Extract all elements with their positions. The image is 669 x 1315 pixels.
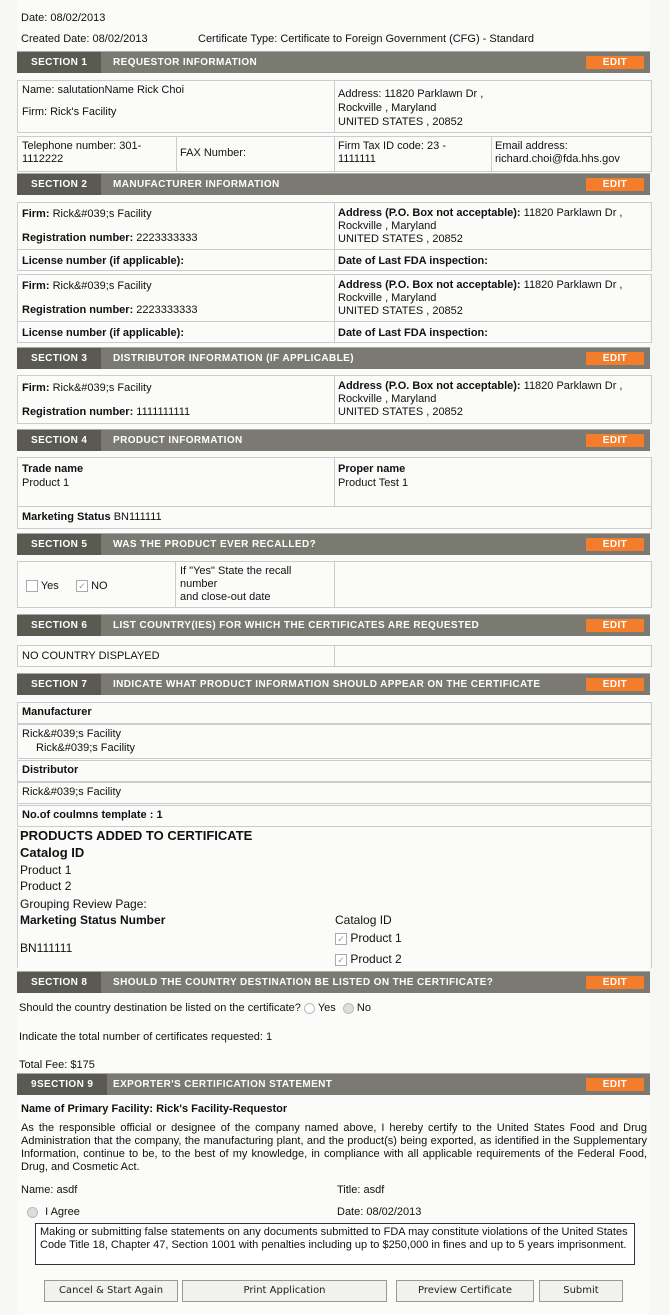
total-certificates: Indicate the total number of certificates requested: 1 [19,1031,273,1043]
distributor-address [338,380,623,419]
trade-name [22,462,83,490]
section-7-header [17,673,650,695]
label: Marketing Status [22,511,111,523]
cancel-start-again-button[interactable]: Cancel & Start Again [44,1280,178,1302]
section-2-edit-button[interactable]: EDIT [586,178,644,191]
value: Product 1 [22,477,70,489]
label: Registration number: [22,406,134,418]
option-label: No [356,1002,371,1014]
manufacturer-inspection: Date of Last FDA inspection: [338,327,488,339]
country-value: NO COUNTRY DISPLAYED [22,650,160,662]
recall-line: If "Yes" State the recall [180,565,292,577]
value: 11820 Parklawn Dr , [523,380,623,392]
tax-line: 1111111 [338,153,376,165]
catalog-id-heading: Catalog ID [20,845,85,860]
telephone-line: Telephone number: 301- [22,140,142,152]
section-1-edit-button[interactable]: EDIT [586,56,644,69]
proper-name [338,462,408,490]
distributor-label-row [17,760,652,782]
country-destination-question [19,1002,371,1014]
manufacturer-label-row [17,702,652,724]
signer-title: Title: asdf [337,1184,385,1196]
telephone-line: 1112222 [22,153,64,165]
certification-statement: As the responsible official or designee of the company named above, I hereby certify to the United States Food and Drug Administration that the company, the manufacturing plant, and the product(s) being exported, as identified in the Supplementary Information, continue to be, to the best of my knowledge, in compliance with all applicable requirements of the Federal Food, Drug, and Cosmetic Act. [21,1122,647,1173]
option-label: NO [91,580,108,592]
value: BN111111 [113,511,162,523]
address-line: UNITED STATES , 20852 [338,305,463,317]
manufacturer-address [338,279,623,318]
value: 2223333333 [136,304,198,316]
submit-button[interactable]: Submit [539,1280,623,1302]
value: Rick&#039;s Facility [52,280,152,292]
preview-certificate-button[interactable]: Preview Certificate [396,1280,534,1302]
recall-line: and close-out date [180,591,271,603]
catalog-item[interactable] [335,951,402,967]
tax-line: Firm Tax ID code: 23 - [338,140,446,152]
recall-line: number [180,578,218,590]
products-added [17,828,652,968]
section-number: SECTION 4 [17,430,101,451]
certificate-review-page [17,0,650,1315]
section-title: MANUFACTURER INFORMATION [113,179,280,190]
section-3-edit-button[interactable]: EDIT [586,352,644,365]
label: Registration number: [22,232,134,244]
recall-yes-option[interactable] [26,580,59,592]
manufacturer-license: License number (if applicable): [22,255,184,267]
section-title: DISTRIBUTOR INFORMATION (IF APPLICABLE) [113,353,354,364]
address-line: UNITED STATES , 20852 [338,116,463,128]
product-info [17,457,652,529]
date-text: Date: 08/02/2013 [21,12,106,24]
checkmark-icon[interactable]: ✓ [76,580,88,592]
email-address [495,140,620,166]
option-label: Yes [317,1002,336,1014]
catalog-item-label: Product 2 [350,952,402,966]
grouping-review-label: Grouping Review Page: [20,897,147,911]
email-line: Email address: [495,140,568,152]
section-8-edit-button[interactable]: EDIT [586,976,644,989]
columns-template: No.of coulmns template : 1 [22,809,163,821]
label: Name of Primary Facility: [21,1103,154,1115]
value: 11820 Parklawn Dr , [523,207,623,219]
marketing-status-number-heading: Marketing Status Number [20,913,166,927]
catalog-id-column-heading: Catalog ID [335,913,392,927]
address-line: UNITED STATES , 20852 [338,233,463,245]
value: 11820 Parklawn Dr , [523,279,623,291]
label: Trade name [22,463,84,475]
value: Product Test 1 [338,477,409,489]
section-number: SECTION 3 [17,348,101,369]
marketing-status-number: BN111111 [20,941,73,955]
address-line: Rockville , Maryland [338,292,437,304]
manufacturer-entry [17,274,652,343]
section-number: SECTION 6 [17,615,101,636]
address-line: UNITED STATES , 20852 [338,406,463,418]
recall-no-option[interactable] [76,580,108,592]
section-4-edit-button[interactable]: EDIT [586,434,644,447]
columns-row [17,805,652,827]
print-application-button[interactable]: Print Application [182,1280,387,1302]
requestor-name: Name: salutationName Rick Choi [22,84,185,96]
email-line: richard.choi@fda.hhs.gov [495,153,620,165]
section-number: SECTION 7 [17,674,101,695]
section-2-header [17,173,650,195]
section-9-header [17,1073,650,1095]
agree-date: Date: 08/02/2013 [337,1206,422,1218]
requestor-address [338,87,483,129]
option-label: I Agree [45,1206,80,1218]
checkbox-icon[interactable] [26,580,38,592]
i-agree-option[interactable] [27,1206,80,1218]
section-number: SECTION 1 [17,52,101,73]
checkmark-icon[interactable]: ✓ [335,933,347,945]
manufacturer-entry [17,202,652,271]
manufacturer-license: License number (if applicable): [22,327,184,339]
false-statement-warning: Making or submitting false statements on any documents submitted to FDA may constitute violations of the United States Code Title 18, Chapter 47, Section 1001 with penalties including up to $250,000 in fines and up to 5 years imprisonment. [35,1223,635,1265]
distributor-info [17,375,652,424]
section-title: WAS THE PRODUCT EVER RECALLED? [113,539,317,550]
value: Rick's Facility-Requestor [156,1103,288,1115]
manufacturer-item: Rick&#039;s Facility [36,742,136,754]
section-5-header [17,533,650,555]
distributor-list [17,782,652,804]
manufacturer-label: Manufacturer [22,706,92,718]
value: 1111111111 [136,406,191,418]
distributor-registration [22,406,190,418]
requestor-contact [17,136,652,172]
section-number: SECTION 5 [17,534,101,555]
section-number: SECTION 2 [17,174,101,195]
section-number: SECTION 8 [17,972,101,993]
primary-facility [21,1103,287,1115]
signer-name: Name: asdf [21,1184,78,1196]
label: Firm: [22,382,50,394]
section-9-edit-button[interactable]: EDIT [586,1078,644,1091]
manufacturer-registration [22,304,197,316]
country-list [17,645,652,667]
manufacturer-registration [22,232,197,244]
total-fee: Total Fee: $175 [19,1059,95,1071]
catalog-item-label: Product 1 [350,931,402,945]
section-title: REQUESTOR INFORMATION [113,57,258,68]
product-item: Product 2 [20,879,72,893]
catalog-item[interactable] [335,930,402,946]
address-line: Rockville , Maryland [338,220,437,232]
requestor-firm: Firm: Rick's Facility [22,106,117,118]
section-8-header [17,971,650,993]
recall-info [17,561,652,608]
radio-yes-icon[interactable] [304,1003,315,1014]
radio-agree-icon[interactable] [27,1207,38,1218]
section-3-header [17,347,650,369]
section-number: 9SECTION 9 [17,1074,107,1095]
product-item: Product 1 [20,863,72,877]
section-5-edit-button[interactable]: EDIT [586,538,644,551]
checkmark-icon[interactable]: ✓ [335,954,347,966]
section-7-edit-button[interactable]: EDIT [586,678,644,691]
distributor-label: Distributor [22,764,79,776]
created-date-text: Created Date: 08/02/2013 [21,33,148,45]
value: Rick&#039;s Facility [52,382,152,394]
manufacturer-firm [22,280,152,292]
section-title: PRODUCT INFORMATION [113,435,243,446]
manufacturer-inspection: Date of Last FDA inspection: [338,255,488,267]
manufacturer-list [17,724,652,759]
requestor-info [17,80,652,133]
address-line: Address: 11820 Parklawn Dr , [338,88,484,100]
address-line: Rockville , Maryland [338,102,437,114]
firm-tax-id [338,140,446,166]
option-label: Yes [40,580,59,592]
label: Proper name [338,463,406,475]
section-1-header [17,51,650,73]
manufacturer-item: Rick&#039;s Facility [22,728,122,740]
manufacturer-firm [22,208,152,220]
radio-no-icon[interactable] [343,1003,354,1014]
section-title: SHOULD THE COUNTRY DESTINATION BE LISTED ON THE CERTIFICATE? [113,977,494,988]
fax-number: FAX Number: [180,147,247,159]
label: Firm: [22,208,50,220]
distributor-item: Rick&#039;s Facility [22,786,122,798]
label: Address (P.O. Box not acceptable): [338,279,521,291]
section-title: LIST COUNTRY(IES) FOR WHICH THE CERTIFICATES ARE REQUESTED [113,620,480,631]
section-4-header [17,429,650,451]
section-6-header [17,614,650,636]
question-text: Should the country destination be listed on the certificate? [19,1002,301,1014]
recall-number-label [180,565,291,604]
label: Firm: [22,280,50,292]
telephone-number [22,140,141,166]
distributor-firm [22,382,152,394]
section-title: INDICATE WHAT PRODUCT INFORMATION SHOULD APPEAR ON THE CERTIFICATE [113,679,541,690]
label: Address (P.O. Box not acceptable): [338,380,521,392]
section-title: EXPORTER'S CERTIFICATION STATEMENT [113,1079,333,1090]
label: Address (P.O. Box not acceptable): [338,207,521,219]
value: Rick&#039;s Facility [52,208,152,220]
manufacturer-address [338,207,623,246]
value: 2223333333 [136,232,198,244]
label: Registration number: [22,304,134,316]
marketing-status [22,511,162,523]
address-line: Rockville , Maryland [338,393,437,405]
section-6-edit-button[interactable]: EDIT [586,619,644,632]
products-added-heading: PRODUCTS ADDED TO CERTIFICATE [20,828,253,843]
certificate-type-text: Certificate Type: Certificate to Foreign Government (CFG) - Standard [198,33,535,45]
